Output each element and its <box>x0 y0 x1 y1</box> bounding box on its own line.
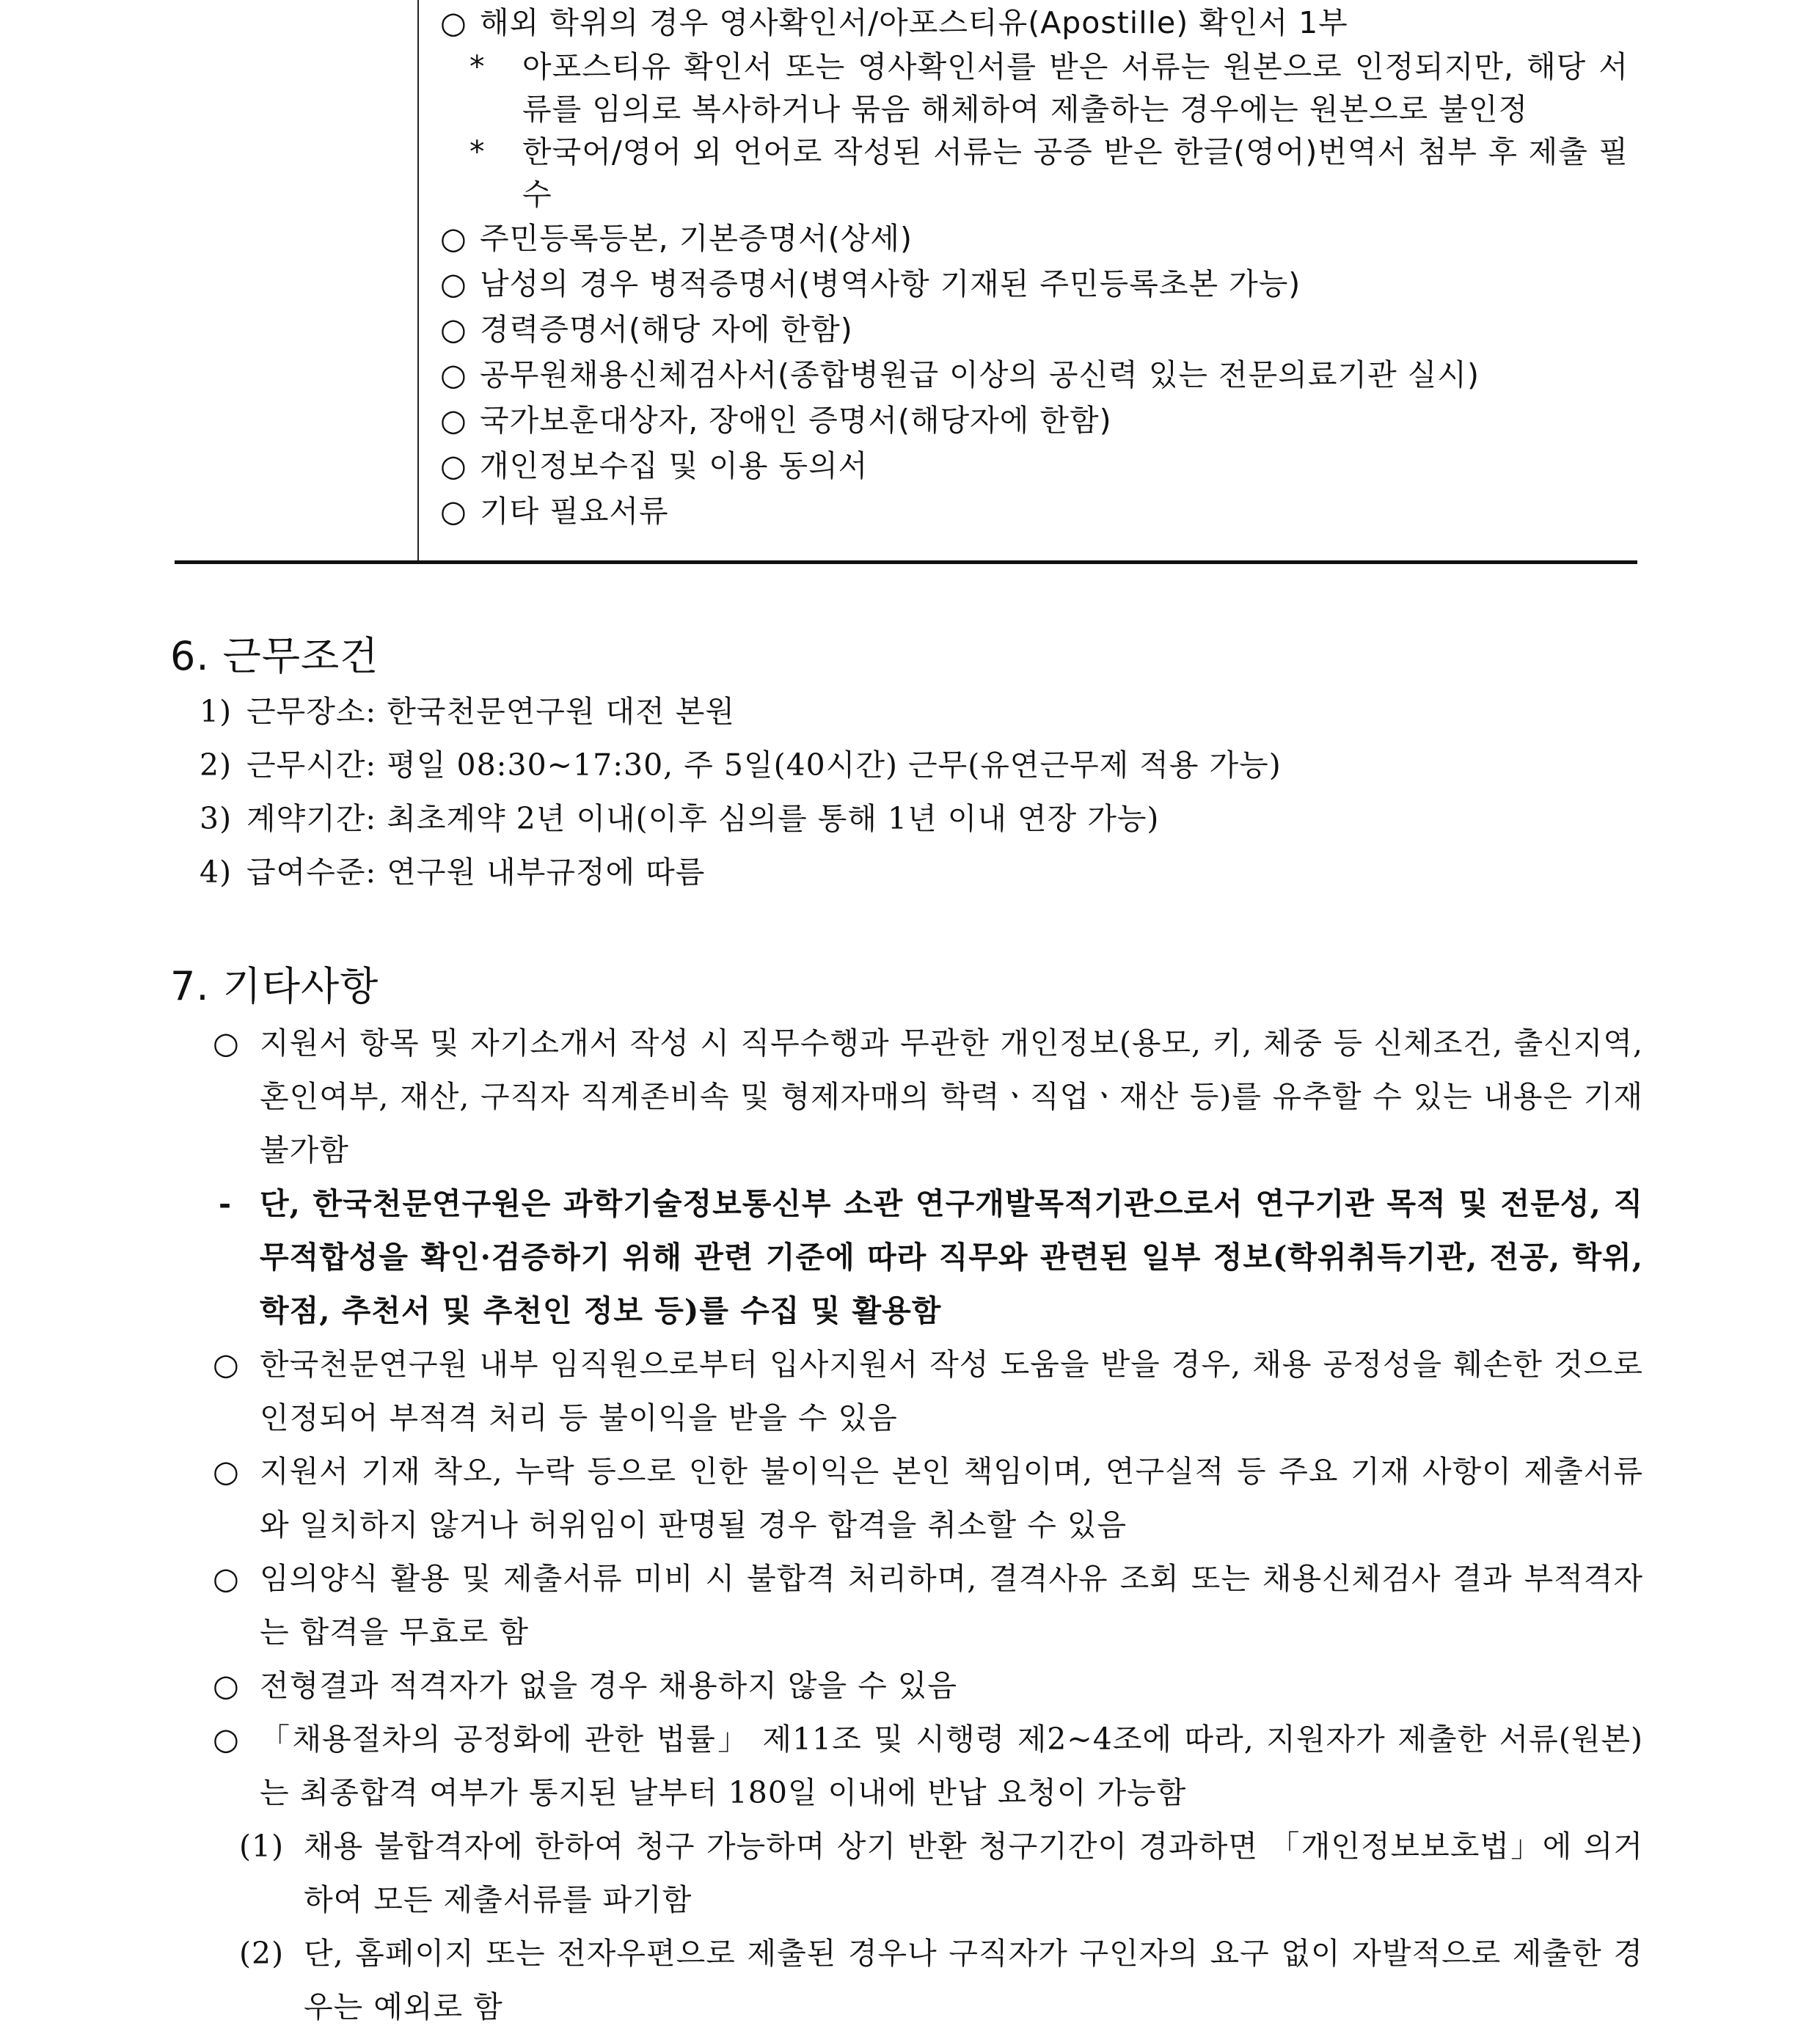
doc-note-text: 한국어/영어 외 언어로 작성된 서류는 공증 받은 한글(영어)번역서 첨부 후 제출 필수 <box>522 134 1629 212</box>
note-text: 임의양식 활용 및 제출서류 미비 시 불합격 처리하며, 결격사유 조회 또는 채용신체검사 결과 부적격자는 합격을 무효로 함 <box>260 1561 1643 1650</box>
note-text: 「채용절차의 공정화에 관한 법률」 제11조 및 시행령 제2~4조에 따라, 지원자가 제출한 서류(원본)는 최종합격 여부가 통지된 날부터 180일 이내에 반납 요청이 가능함 <box>260 1722 1643 1810</box>
doc-item-text: 남성의 경우 병적증명서(병역사항 기재된 주민등록초본 가능) <box>480 266 1301 301</box>
sub-item-number: (2) <box>239 1936 285 1971</box>
doc-item-text: 기타 필요서류 <box>480 494 669 529</box>
table-bottom-border <box>175 560 1637 564</box>
doc-item-medical <box>440 352 1629 398</box>
doc-item-text: 공무원채용신체검사서(종합병원급 이상의 공신력 있는 전문의료기관 실시) <box>480 357 1480 392</box>
note-text: 단, 한국천문연구원은 과학기술정보통신부 소관 연구개발목적기관으로서 연구기관 목적 및 전문성, 직무적합성을 확인·검증하기 위해 관련 기준에 따라 직무와 관련된 일부 정보(학위취득기관, 전공, 학위, 학점, 추천서 및 추천인 정보 등)를 수집 및 활용함 <box>260 1186 1643 1328</box>
required-documents-table <box>175 0 1637 563</box>
circle-bullet: ○ <box>213 1561 240 1596</box>
circle-bullet: ○ <box>440 494 467 529</box>
doc-note-text: 아포스티유 확인서 또는 영사확인서를 받은 서류는 원본으로 인정되지만, 해당 서류를 임의로 복사하거나 묶음 해체하여 제출하는 경우에는 원본으로 불인정 <box>522 49 1629 127</box>
doc-item-text: 개인정보수집 및 이용 동의서 <box>480 448 869 483</box>
sub-note-text: 단, 홈페이지 또는 전자우편으로 제출된 경우나 구직자가 구인자의 요구 없이 자발적으로 제출한 경우는 예외로 함 <box>304 1936 1643 2024</box>
item-number: 1) <box>200 694 233 729</box>
note-sub-1 <box>239 1820 1643 1927</box>
doc-note-translation <box>469 131 1629 216</box>
note-internal-help <box>213 1338 1643 1445</box>
note-sub-2 <box>239 1927 1643 2034</box>
condition-text: 계약기간: 최초계약 2년 이내(이후 심의를 통해 1년 이내 연장 가능) <box>246 801 1160 836</box>
doc-item-career <box>440 307 1629 352</box>
circle-bullet: ○ <box>440 403 467 438</box>
doc-item-text: 주민등록등본, 기본증명서(상세) <box>480 221 913 256</box>
sub-note-text: 채용 불합격자에 한하여 청구 가능하며 상기 반환 청구기간이 경과하면 「개인정보보호법」에 의거하여 모든 제출서류를 파기함 <box>304 1829 1643 1917</box>
condition-hours <box>200 739 1282 792</box>
dash-bullet: - <box>219 1186 233 1221</box>
condition-contract <box>200 792 1282 846</box>
note-no-hire <box>213 1659 1643 1713</box>
item-number: 3) <box>200 801 233 836</box>
circle-bullet: ○ <box>440 357 467 392</box>
note-errors <box>213 1445 1643 1552</box>
note-text: 지원서 기재 착오, 누락 등으로 인한 불이익은 본인 책임이며, 연구실적 등 주요 기재 사항이 제출서류와 일치하지 않거나 허위임이 판명될 경우 합격을 취소할 수 있음 <box>260 1454 1643 1543</box>
circle-bullet: ○ <box>213 1668 240 1703</box>
note-disqualification <box>213 1552 1643 1659</box>
section-6-title: 6. 근무조건 <box>170 633 379 679</box>
item-number: 2) <box>200 747 233 783</box>
circle-bullet: ○ <box>213 1722 240 1757</box>
doc-item-apostille <box>440 0 1629 45</box>
circle-bullet: ○ <box>440 448 467 483</box>
doc-item-resident-registration <box>440 216 1629 261</box>
circle-bullet: ○ <box>213 1347 240 1382</box>
circle-bullet: ○ <box>440 221 467 256</box>
condition-salary <box>200 846 1282 899</box>
other-notes-list <box>213 1017 1643 2034</box>
doc-item-text: 경력증명서(해당 자에 한함) <box>480 312 853 347</box>
condition-text: 근무시간: 평일 08:30~17:30, 주 5일(40시간) 근무(유연근무제 적용 가능) <box>246 747 1282 783</box>
asterisk-marker: * <box>469 134 486 169</box>
note-text: 지원서 항목 및 자기소개서 작성 시 직무수행과 무관한 개인정보(용모, 키, 체중 등 신체조건, 출신지역, 혼인여부, 재산, 구직자 직계존비속 및 형제자매의 학력ㆍ직업ㆍ재산 등)를 유추할 수 있는 내용은 기재 불가함 <box>260 1025 1643 1168</box>
note-kasi-exception <box>213 1177 1643 1338</box>
sub-item-number: (1) <box>239 1829 285 1864</box>
note-text: 한국천문연구원 내부 임직원으로부터 입사지원서 작성 도움을 받을 경우, 채용 공정성을 훼손한 것으로 인정되어 부적격 처리 등 불이익을 받을 수 있음 <box>260 1347 1643 1435</box>
condition-text: 급여수준: 연구원 내부규정에 따름 <box>246 855 706 890</box>
note-document-return <box>213 1713 1643 1820</box>
circle-bullet: ○ <box>440 312 467 347</box>
item-number: 4) <box>200 855 233 890</box>
note-personal-info <box>213 1017 1643 1177</box>
circle-bullet: ○ <box>213 1454 240 1489</box>
doc-item-privacy-consent <box>440 443 1629 489</box>
doc-item-veteran <box>440 398 1629 443</box>
circle-bullet: ○ <box>440 266 467 301</box>
table-column-divider <box>417 0 419 563</box>
working-conditions-list <box>200 685 1282 899</box>
asterisk-marker: * <box>469 49 486 84</box>
circle-bullet: ○ <box>213 1025 240 1061</box>
doc-note-original <box>469 45 1629 131</box>
condition-text: 근무장소: 한국천문연구원 대전 본원 <box>246 694 736 729</box>
doc-item-text: 해외 학위의 경우 영사확인서/아포스티유(Apostille) 확인서 1부 <box>480 5 1348 40</box>
doc-item-other <box>440 489 1629 534</box>
condition-location <box>200 685 1282 739</box>
doc-item-military <box>440 261 1629 307</box>
section-7-title: 7. 기타사항 <box>170 963 379 1009</box>
required-documents-list <box>440 0 1629 534</box>
doc-item-text: 국가보훈대상자, 장애인 증명서(해당자에 한함) <box>480 403 1112 438</box>
note-text: 전형결과 적격자가 없을 경우 채용하지 않을 수 있음 <box>260 1668 957 1703</box>
circle-bullet: ○ <box>440 5 467 40</box>
